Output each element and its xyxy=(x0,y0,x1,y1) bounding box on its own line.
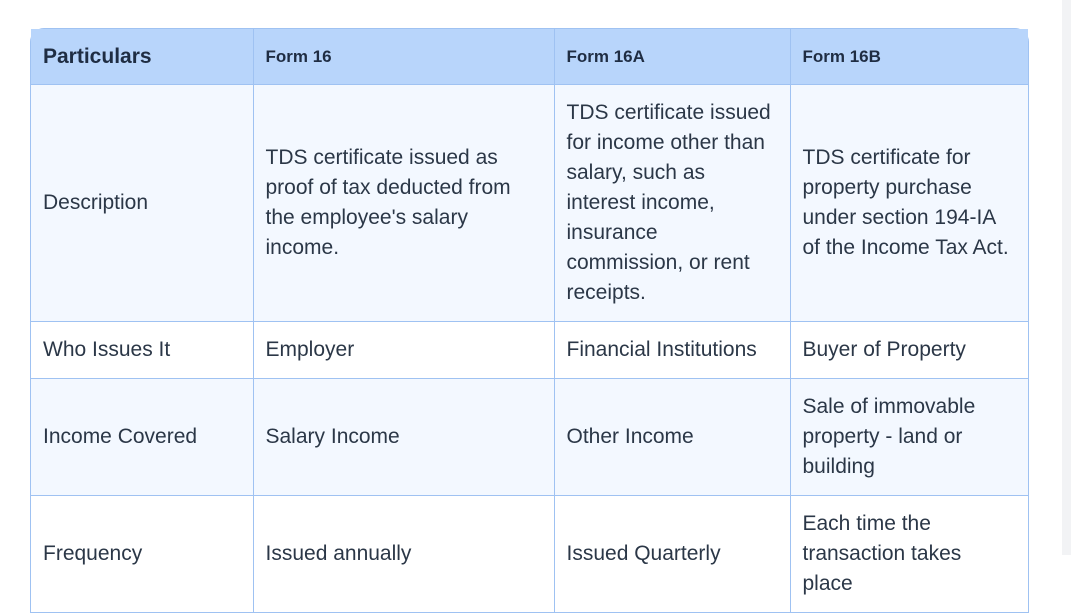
cell-form-16a: Other Income xyxy=(554,379,790,496)
cell-form-16b: TDS certificate for property purchase under section 194-IA of the Income Tax Act. xyxy=(790,85,1028,322)
cell-form-16: TDS certificate issued as proof of tax deducted from the employee's salary income. xyxy=(253,85,554,322)
table-header-row xyxy=(31,29,1028,85)
header-form-16a: Form 16A xyxy=(554,29,790,85)
cell-form-16a: TDS certificate issued for income other than salary, such as interest income, insurance commission, or rent receipts. xyxy=(554,85,790,322)
cell-form-16: Salary Income xyxy=(253,379,554,496)
table-row-income-covered xyxy=(31,379,1028,496)
cell-particular: Who Issues It xyxy=(31,322,253,379)
cell-particular: Income Covered xyxy=(31,379,253,496)
header-particulars: Particulars xyxy=(31,29,253,85)
table-row-who-issues xyxy=(31,322,1028,379)
header-form-16b: Form 16B xyxy=(790,29,1028,85)
table-row-description xyxy=(31,85,1028,322)
cell-form-16a: Issued Quarterly xyxy=(554,496,790,613)
cell-particular: Frequency xyxy=(31,496,253,613)
cell-form-16a: Financial Institutions xyxy=(554,322,790,379)
cell-form-16: Issued annually xyxy=(253,496,554,613)
cell-form-16b: Sale of immovable property - land or building xyxy=(790,379,1028,496)
header-form-16: Form 16 xyxy=(253,29,554,85)
cell-form-16: Employer xyxy=(253,322,554,379)
form-comparison-table xyxy=(31,29,1028,613)
table-row-frequency xyxy=(31,496,1028,613)
page-scrollbar-track[interactable] xyxy=(1062,0,1071,555)
cell-form-16b: Each time the transaction takes place xyxy=(790,496,1028,613)
cell-particular: Description xyxy=(31,85,253,322)
cell-form-16b: Buyer of Property xyxy=(790,322,1028,379)
comparison-table-container xyxy=(30,28,1029,613)
